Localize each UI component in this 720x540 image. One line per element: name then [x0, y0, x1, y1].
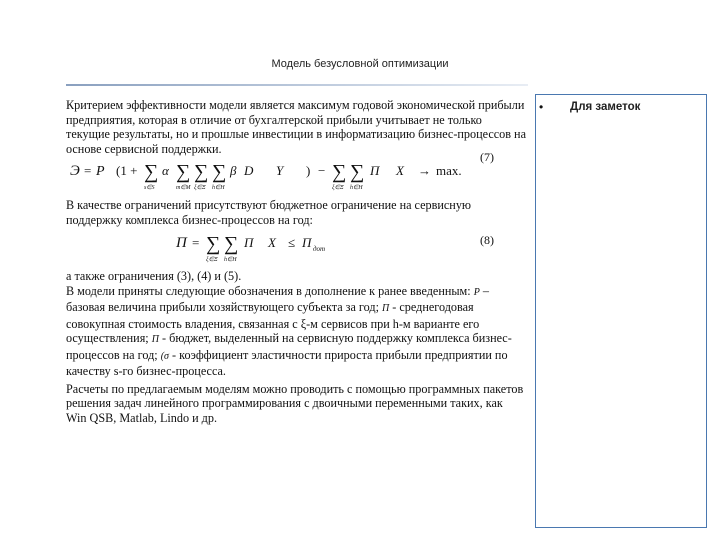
- f8-le: ≤: [288, 235, 296, 250]
- symbol-pi-h: Π: [382, 303, 390, 314]
- f8-x: X: [268, 235, 276, 250]
- f7-alpha: α: [162, 163, 169, 178]
- slide-body: [66, 98, 526, 425]
- f8-eq: =: [192, 235, 200, 250]
- f7-sum-5: ∑: [332, 161, 347, 183]
- f8-pi-term: Π: [244, 235, 254, 250]
- paragraph-also-constraints: а также ограничения (3), (4) и (5).: [66, 269, 242, 283]
- notation-text-3: - среднегодовая совокупная стоимость владения, связанная с ξ-м сервисов при h-м варианте его осуществления;: [66, 300, 480, 345]
- f7-eq: =: [84, 163, 92, 178]
- paragraph-notation: [66, 284, 526, 379]
- notation-text-4: - бюджет, выделенный на сервисную поддержку комплекса бизнес-процессов на год;: [66, 331, 512, 362]
- notes-bullet: •: [539, 100, 544, 114]
- f8-rhs-sub: дот: [313, 245, 326, 253]
- formula-7: [66, 150, 526, 194]
- formula-8-graphic: [66, 229, 496, 265]
- equation-number-8: (8): [480, 233, 494, 247]
- f7-d: D: [244, 163, 254, 178]
- paragraph-criterion: Критерием эффективности модели является максимум годовой экономической прибыли предприятия, которая в отличие от бухгалтерской прибыли учитывает не только текущие результаты, но и прошлые инвестиции в информатизацию бизнес-процессов на основе сервисной поддержки.: [66, 98, 526, 156]
- symbol-p0: P: [473, 286, 480, 298]
- formula-8: [66, 229, 526, 265]
- notation-text-1: В модели приняты следующие обозначения в дополнение к ранее введенным:: [66, 283, 474, 298]
- symbol-sigma-s: (σ: [160, 350, 169, 362]
- f7-p: P: [96, 164, 105, 179]
- f7-y: Y: [276, 163, 284, 178]
- f7-e: Э: [70, 163, 80, 179]
- f8-pi: Π: [176, 235, 187, 251]
- f8-lim-1: ξ∈Ξ: [206, 257, 218, 263]
- f7-sum-2: ∑: [176, 161, 191, 183]
- f8-sum-1: ∑: [206, 233, 221, 255]
- f8-lim-2: h∈H: [224, 257, 237, 263]
- f7-minus: −: [318, 163, 326, 178]
- f7-pi: Π: [370, 163, 380, 178]
- notes-panel: [535, 94, 707, 528]
- f7-sum-1: ∑: [144, 161, 159, 183]
- f7-close: ): [306, 163, 311, 178]
- slide-title: Модель безусловной оптимизации: [271, 58, 449, 70]
- equation-number-7: (7): [480, 150, 494, 164]
- f7-sum-4: ∑: [212, 161, 227, 183]
- f7-lim-5: ξ∈Ξ: [332, 185, 344, 191]
- f7-sum-3: ∑: [194, 161, 209, 183]
- f7-beta: β: [230, 163, 237, 178]
- f8-pi-rhs: Π: [302, 235, 312, 250]
- f7-arrow: →: [418, 163, 431, 178]
- f8-sum-2: ∑: [224, 233, 239, 255]
- notation-text-2: – базовая величина прибыли хозяйствующего субъекта за год;: [66, 283, 489, 314]
- f7-sum-6: ∑: [350, 161, 365, 183]
- f7-lim-3: ξ∈Ξ: [194, 185, 206, 191]
- f7-open: (1 +: [116, 163, 138, 178]
- title-divider: [66, 84, 528, 86]
- f7-max: max.: [436, 163, 462, 178]
- formula-7-graphic: [66, 158, 496, 194]
- paragraph-constraints: В качестве ограничений присутствуют бюджетное ограничение на сервисную поддержку комплекса бизнес-процессов на год:: [66, 198, 472, 227]
- paragraph-calculations: Расчеты по предлагаемым моделям можно проводить с помощью программных пакетов решения задач линейного программирования с двоичными переменными таких, как Win QSB, Matlab, Lindo и др.: [66, 381, 524, 425]
- notation-text-5: - коэффициент эластичности прироста прибыли предприятии по качеству s-го бизнес-процесса.: [66, 347, 508, 378]
- symbol-pi-dot: Π: [151, 334, 159, 345]
- f7-lim-6: h∈H: [350, 185, 363, 191]
- f7-lim-2: m∈M: [176, 185, 191, 191]
- f7-lim-4: h∈H: [212, 185, 225, 191]
- f7-x: X: [396, 163, 404, 178]
- f7-lim-1: s∈S: [144, 185, 155, 191]
- notes-title: Для заметок: [570, 101, 641, 113]
